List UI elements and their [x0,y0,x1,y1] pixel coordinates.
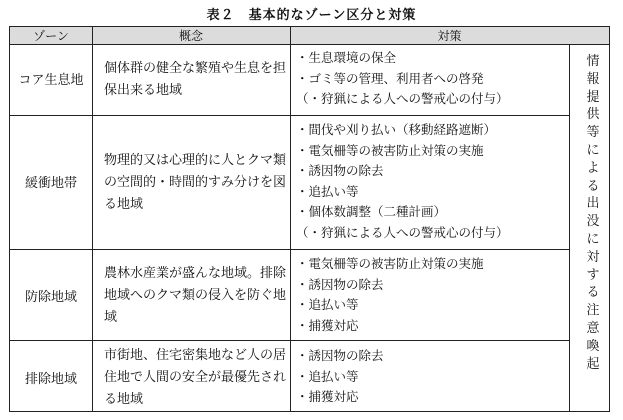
zone-cell: 防除地域 [24,290,77,305]
measure-item: （・狩猟による人への警戒心の付与） [296,224,509,240]
header-measures: 対策 [437,29,462,43]
column-divider [92,27,93,411]
measure-item: ・誘因物の除去 [296,276,384,292]
measure-item: ・誘因物の除去 [296,163,384,178]
measure-item: ・追払い等 [296,183,359,199]
measure-item: ・ゴミ等の管理、利用者への啓発 [296,70,484,86]
measure-item: （・狩猟による人への警戒心の付与） [296,91,509,106]
measure-item: ・捕獲対応 [296,389,359,404]
measures-cell [296,48,568,110]
measure-item: ・捕獲対応 [296,317,359,333]
measures-cell [296,346,568,408]
measure-item: ・追払い等 [296,297,359,312]
measure-item: ・生息環境の保全 [296,50,397,65]
header-concept: 概念 [178,29,203,43]
zone-cell: コア生息地 [18,73,84,88]
measure-item: ・追払い等 [296,368,359,384]
concept-cell: 市街地、住宅密集地など人の居住地で人間の安全が最優先される地域 [104,348,287,407]
measure-item: ・間伐や刈り払い（移動経路遮断） [296,122,497,137]
concept-cell: 個体群の健全な繁殖や生息を担保出来る地域 [104,61,287,98]
measure-item: ・誘因物の除去 [296,348,384,363]
concept-cell: 物理的又は心理的に人とクマ類の空間的・時間的すみ分けを図る地域 [104,153,287,212]
concept-cell: 農林水産業が盛んな地域。排除地域へのクマ類の侵入を防ぐ地域 [104,266,287,325]
zone-cell: 排除地域 [24,372,77,387]
measure-item: ・電気柵等の被害防止対策の実施 [296,256,484,271]
measures-cell [296,254,568,336]
zone-cell: 緩衝地帯 [24,176,77,191]
table-title: 表２ 基本的なゾーン区分と対策 [206,8,417,23]
measures-cell [296,120,568,243]
measure-item: ・個体数調整（二種計画） [296,204,447,219]
column-divider [290,27,291,411]
header-zone: ゾーン [33,29,69,43]
header-divider [10,44,609,45]
side-note-vertical: 情報提供等による出没に対する注意喚起 [586,54,600,372]
zone-table [9,26,610,412]
column-divider [569,44,570,411]
measure-item: ・電気柵等の被害防止対策の実施 [296,142,484,158]
